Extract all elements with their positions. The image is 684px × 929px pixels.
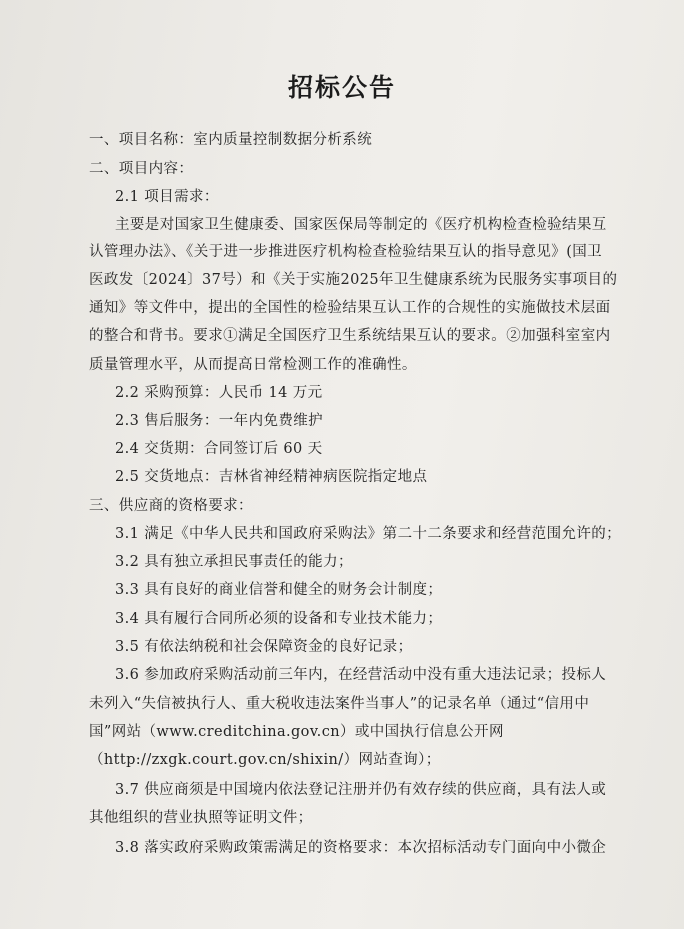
text-line: 3.1 满足《中华人民共和国政府采购法》第二十二条要求和经营范围允许的； xyxy=(115,526,622,542)
text-line: 三、供应商的资格要求： xyxy=(89,498,253,514)
text-line: 2.4 交货期：合同签订后 60 天 xyxy=(115,441,323,457)
text-line: 质量管理水平，从而提高日常检测工作的准确性。 xyxy=(89,357,417,373)
text-line: 医政发〔2024〕37号）和《关于实施2025年卫生健康系统为民服务实事项目的 xyxy=(89,272,618,288)
text-line: 3.8 落实政府采购政策需满足的资格要求：本次招标活动专门面向中小微企 xyxy=(115,840,607,856)
text-line: 二、项目内容： xyxy=(89,161,194,177)
text-line: 国”网站（www.creditchina.gov.cn）或中国执行信息公开网 xyxy=(89,724,504,740)
text-line: 通知》等文件中，提出的全国性的检验结果互认工作的合规性的实施做技术层面 xyxy=(89,300,611,316)
text-line: 3.5 有依法纳税和社会保障资金的良好记录； xyxy=(115,639,413,655)
document-title: 招标公告 xyxy=(287,73,396,102)
text-line: 未列入“失信被执行人、重大税收违法案件当事人”的记录名单（通过“信用中 xyxy=(89,696,590,712)
text-line: 主要是对国家卫生健康委、国家医保局等制定的《医疗机构检查检验结果互 xyxy=(115,217,607,233)
text-line: 一、项目名称：室内质量控制数据分析系统 xyxy=(89,132,373,148)
text-line: 3.4 具有履行合同所必须的设备和专业技术能力； xyxy=(115,611,443,627)
text-line: 2.3 售后服务：一年内免费维护 xyxy=(115,413,324,429)
text-line: 3.3 具有良好的商业信誉和健全的财务会计制度； xyxy=(115,582,443,598)
text-line: 2.5 交货地点：吉林省神经精神病医院指定地点 xyxy=(115,469,428,485)
text-line: 2.1 项目需求： xyxy=(115,189,219,205)
text-line: 3.7 供应商须是中国境内依法登记注册并仍有效存续的供应商，具有法人或 xyxy=(115,782,607,798)
text-line: 3.6 参加政府采购活动前三年内，在经营活动中没有重大违法记录；投标人 xyxy=(115,667,607,683)
text-line: 的整合和背书。要求①满足全国医疗卫生系统结果互认的要求。②加强科室室内 xyxy=(89,328,611,344)
text-line: 2.2 采购预算：人民币 14 万元 xyxy=(115,385,323,401)
text-line: 其他组织的营业执照等证明文件； xyxy=(89,810,313,826)
text-line: 认管理办法》、《关于进一步推进医疗机构检查检验结果互认的指导意见》(国卫 xyxy=(89,244,603,260)
text-line: 3.2 具有独立承担民事责任的能力； xyxy=(115,554,353,570)
text-line: （http://zxgk.court.gov.cn/shixin/）网站查询）； xyxy=(89,752,441,768)
